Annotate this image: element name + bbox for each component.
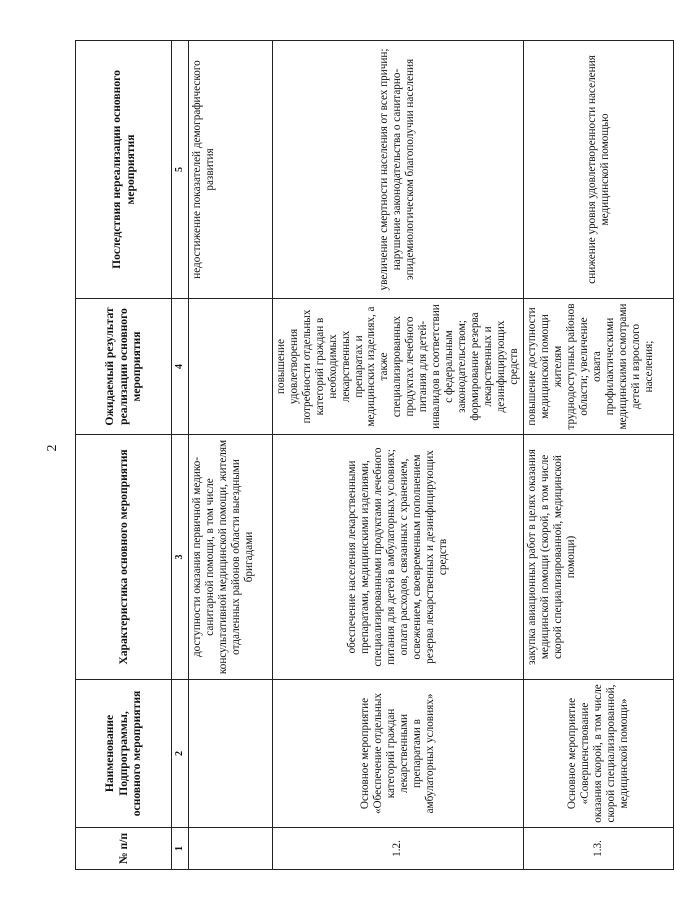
column-number: 2 [172, 680, 189, 828]
cell-characteristic: обеспечение населения лекарственными препаратами, медицинскими изделиями, специализированными продуктами лечебного питания для детей в амбулаторных условиях; оплата расходов, связанных с хранением, освежением, своевременным пополнением резерва лекарственных и дезинфицирующих средств [272, 435, 524, 680]
page-number: 2 [45, 444, 60, 452]
header-consequences: Последствия нереализации основного мероприятия [76, 41, 172, 299]
column-number: 3 [172, 435, 189, 680]
header-name: Наименование Подпрограммы, основного мероприятия [76, 680, 172, 828]
cell-num [188, 828, 272, 870]
cell-name: Основное мероприятие «Совершенствование оказания скорой, в том числе скорой специализированной, медицинской помощи» [524, 680, 674, 828]
cell-result: повышение доступности медицинской помощи жителям труднодоступных районов области; увеличение охвата профилактическими медицинскими осмотрами детей и взрослого населения; [524, 299, 674, 435]
cell-consequences: недостижение показателей демографического развития [188, 41, 272, 299]
cell-consequences: снижение уровня удовлетворенности населения медицинской помощью [524, 41, 674, 299]
column-number: 5 [172, 41, 189, 299]
table-area [75, 40, 656, 870]
measures-table [75, 40, 674, 870]
column-number: 1 [172, 828, 189, 870]
cell-name: Основное мероприятие «Обеспечение отдельных категорий граждан лекарственными препаратами в амбулаторных условиях» [272, 680, 524, 828]
cell-name [188, 680, 272, 828]
table-row [524, 41, 674, 870]
cell-consequences: увеличение смертности населения от всех причин; нарушение законодательства о санитарно-эпидемиологическом благополучии населения [272, 41, 524, 299]
header-characteristic: Характеристика основного мероприятия [76, 435, 172, 680]
rotated-table-wrapper [75, 40, 656, 870]
cell-characteristic: закупка авиационных работ в целях оказания медицинской помощи (скорой, в том числе скорой специализированной, медицинской помощи) [524, 435, 674, 680]
cell-num: 1.2. [272, 828, 524, 870]
cell-num: 1.3. [524, 828, 674, 870]
column-number: 4 [172, 299, 189, 435]
cell-result [188, 299, 272, 435]
table-row [188, 41, 272, 870]
cell-characteristic: доступности оказания первичной медико-санитарной помощи, в том числе консультативной медицинской помощи, жителям отдаленных районов области выездными бригадами [188, 435, 272, 680]
header-result: Ожидаемый результат реализации основного мероприятия [76, 299, 172, 435]
column-number-row [172, 41, 189, 870]
table-row [272, 41, 524, 870]
cell-result: повышение удовлетворения потребности отдельных категорий граждан в необходимых лекарственных препаратах и медицинских изделиях, а также специализированных продуктах лечебного питания для детей-инвалидов в соответствии с федеральным законодательством; формирование резерва лекарственных и дезинфицирующих средств [272, 299, 524, 435]
header-row [76, 41, 172, 870]
header-num: № п/п [76, 828, 172, 870]
